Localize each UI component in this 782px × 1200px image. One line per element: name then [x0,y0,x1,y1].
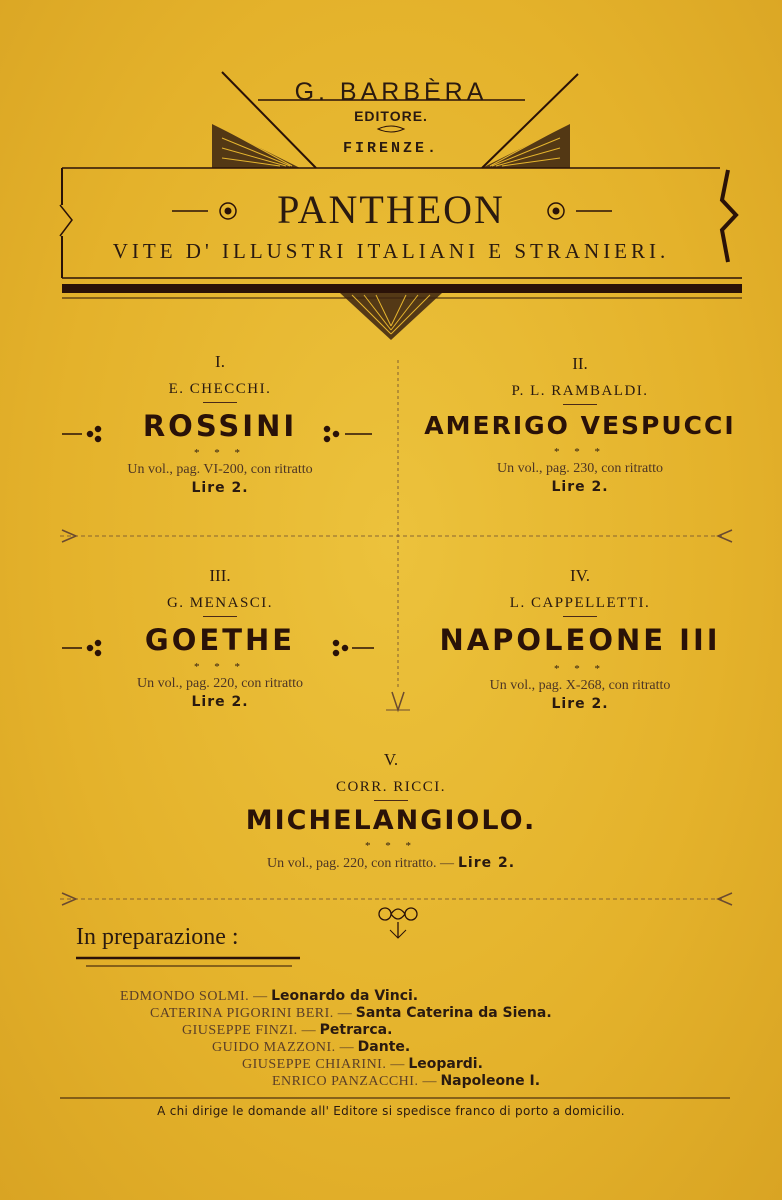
list-item [212,1039,410,1056]
list-item-work: Leonardo da Vinci. [271,988,419,1004]
footer-note: A chi dirige le domande all' Editore si spedisce franco di porto a domicilio. [157,1104,625,1118]
author-rule [203,402,237,403]
volume-info: Un vol., pag. VI-200, con ritratto [127,462,313,477]
list-item-author: GUIDO MAZZONI. — [212,1040,355,1055]
volume-number: III. [209,566,231,585]
author-rule [374,800,408,801]
series-subtitle: VITE D' ILLUSTRI ITALIANI E STRANIERI. [112,239,670,263]
author-rule [563,616,597,617]
list-item-author: ENRICO PANZACCHI. — [272,1074,437,1089]
volume-stars: * * * [194,447,246,459]
list-item-work: Dante. [357,1039,411,1055]
volume-1 [60,352,380,496]
volume-stars: * * * [194,661,246,673]
publisher-name: G. BARBÈRA [294,78,488,106]
volume-price: Lire 2. [551,696,609,712]
author-rule [563,404,597,405]
volume-author: G. MENASCI. [166,595,274,611]
volume-info: Un vol., pag. 220, con ritratto. — [266,856,454,871]
volume-stars: * * * [554,663,606,675]
list-item [182,1022,392,1039]
volume-author: CORR. RICCI. [335,779,447,795]
publisher-city: FIRENZE. [342,140,439,157]
list-item-work: Napoleone I. [440,1073,541,1089]
volume-number: IV. [570,566,590,585]
center-ornament [379,908,417,938]
volume-price: Lire 2. [551,479,609,495]
volume-author: L. CAPPELLETTI. [509,595,651,611]
list-item [150,1005,552,1022]
list-item-work: Santa Caterina da Siena. [355,1005,552,1021]
volume-number: I. [215,352,225,371]
volume-info: Un vol., pag. X-268, con ritratto [489,678,671,693]
publisher-role: EDITORE. [354,108,428,124]
volume-price: Lire 2. [457,855,516,871]
volume-2 [400,354,760,495]
list-item [242,1056,483,1073]
volume-author: E. CHECCHI. [168,381,272,397]
list-item-work: Leopardi. [408,1056,483,1072]
author-rule [203,616,237,617]
volume-4 [400,566,760,712]
volume-info: Un vol., pag. 220, con ritratto [136,676,304,691]
list-item-author: GIUSEPPE FINZI. — [182,1023,317,1038]
volume-number: II. [572,354,588,373]
list-item-work: Petrarca. [319,1022,393,1038]
volume-title: ROSSINI [142,409,298,443]
series-title: PANTHEON [277,187,505,232]
volume-5 [0,750,782,872]
list-item [120,988,418,1005]
volume-author: P. L. RAMBALDI. [511,383,649,399]
volume-info-line [0,854,782,872]
list-item-author: EDMONDO SOLMI. — [120,989,268,1004]
volume-title: NAPOLEONE III [439,623,721,657]
volume-title: GOETHE [144,623,296,657]
list-item [272,1073,540,1090]
volume-stars: * * * [554,446,606,458]
volume-stars: * * * [365,840,417,852]
volume-title: MICHELANGIOLO. [245,805,537,836]
preparation-heading: In preparazione : [76,924,239,950]
volume-price: Lire 2. [191,480,249,496]
volume-number: V. [383,750,399,769]
list-item-author: CATERINA PIGORINI BERI. — [150,1006,353,1021]
volume-title: AMERIGO VESPUCCI [424,411,736,440]
volume-info: Un vol., pag. 230, con ritratto [496,461,664,476]
volume-price: Lire 2. [191,694,249,710]
list-item-author: GIUSEPPE CHIARINI. — [242,1057,405,1072]
volume-3 [60,566,380,710]
